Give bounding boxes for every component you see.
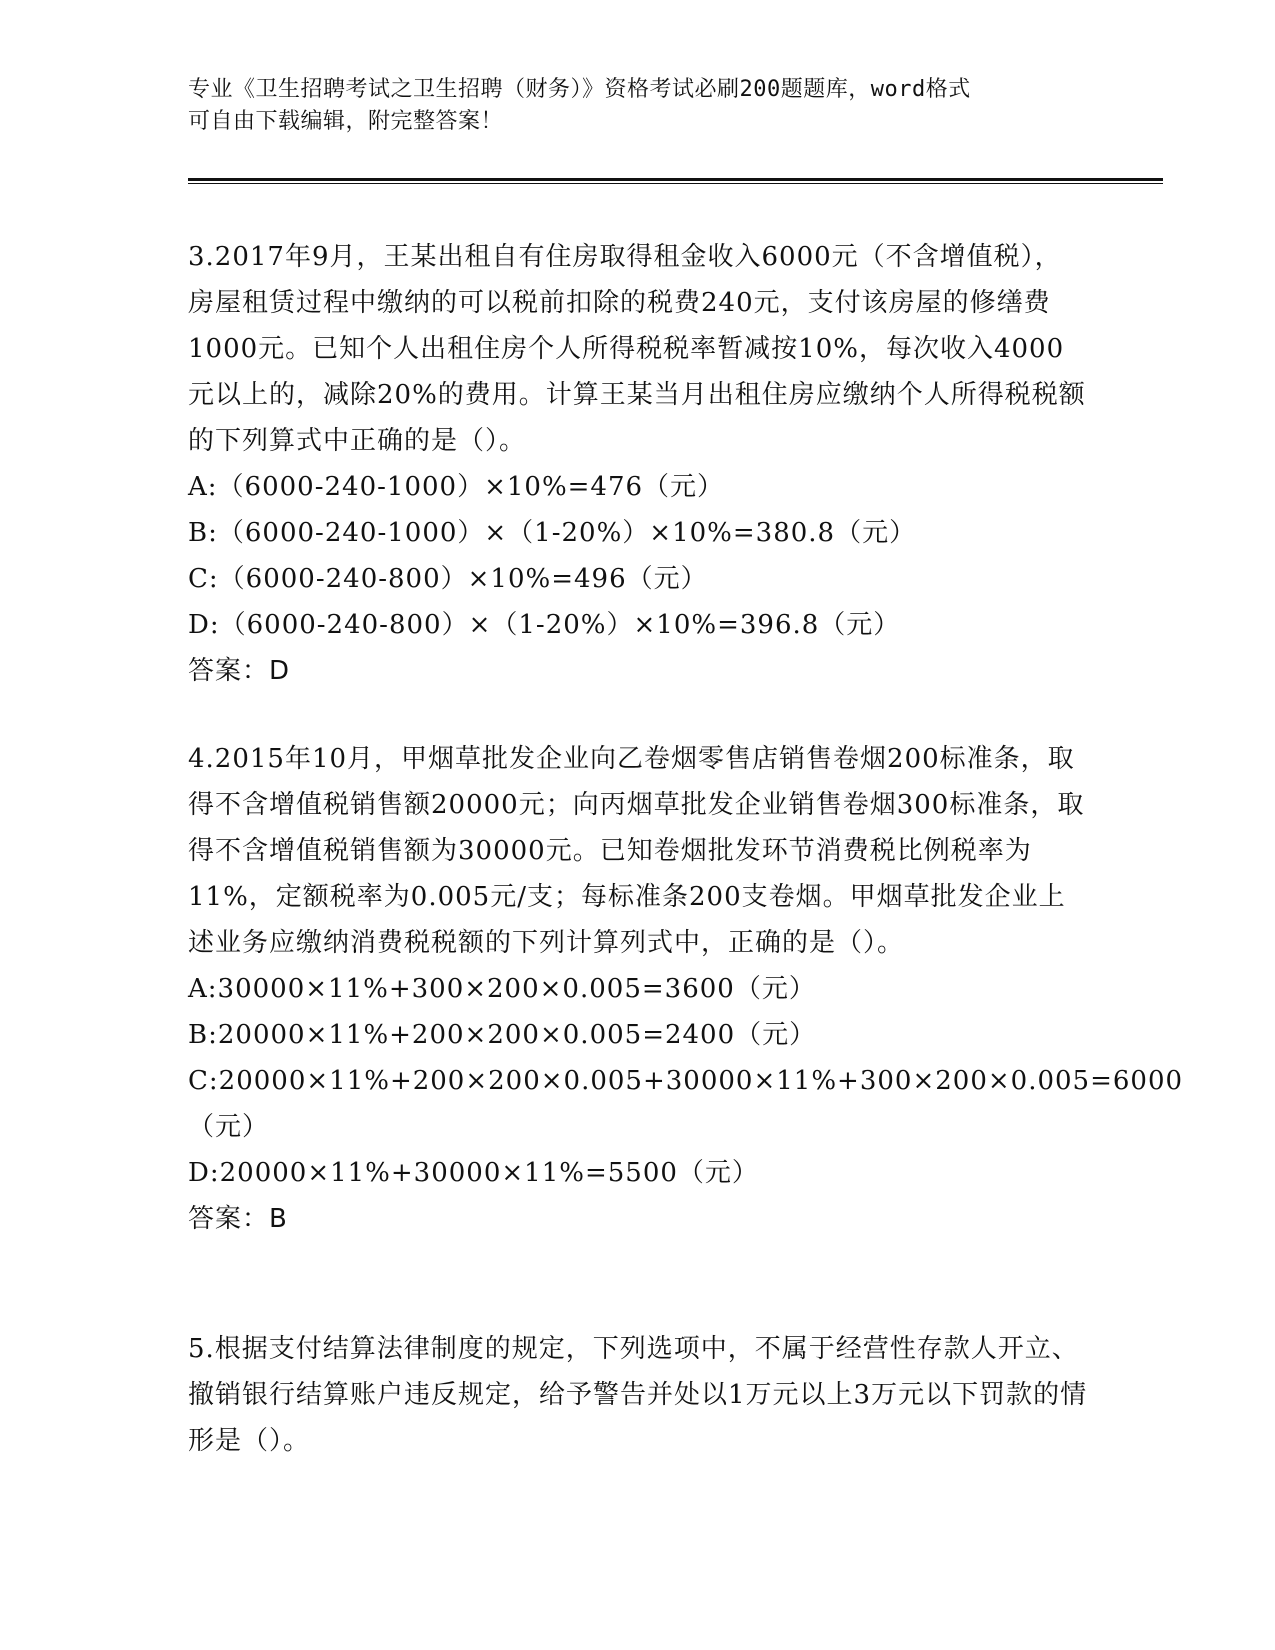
option-c: C:20000×11%+200×200×0.005+30000×11%+300×200×0.005=6000（元） xyxy=(188,1066,1184,1142)
answer: 答案：D xyxy=(188,656,291,686)
header-title-line-2: 可自由下载编辑，附完整答案！ xyxy=(188,109,504,134)
question-stem: 4.2015年10月，甲烟草批发企业向乙卷烟零售店销售卷烟200标准条，取得不含增值税销售额20000元；向丙烟草批发企业销售卷烟300标准条，取得不含增值税销售额为30000元。已知卷烟批发环节消费税比例税率为11%，定额税率为0.005元/支；每标准条200支卷烟。甲烟草批发企业上述业务应缴纳消费税税额的下列计算列式中，正确的是（）。 xyxy=(188,744,1085,958)
option-d: D:（6000-240-800）×（1-20%）×10%=396.8（元） xyxy=(188,610,901,640)
question-5 xyxy=(188,1326,1088,1464)
header-title-line-1: 专业《卫生招聘考试之卫生招聘（财务）》资格考试必刷200题题库，word格式 xyxy=(188,77,971,102)
question-4 xyxy=(188,736,1184,1242)
option-b: B:（6000-240-1000）×（1-20%）×10%=380.8（元） xyxy=(188,518,917,548)
option-a: A:（6000-240-1000）×10%=476（元） xyxy=(188,472,725,502)
header-divider xyxy=(188,178,1163,184)
option-d: D:20000×11%+30000×11%=5500（元） xyxy=(188,1158,759,1188)
option-b: B:20000×11%+200×200×0.005=2400（元） xyxy=(188,1020,817,1050)
option-c: C:（6000-240-800）×10%=496（元） xyxy=(188,564,708,594)
question-3 xyxy=(188,234,1088,694)
answer: 答案：B xyxy=(188,1204,288,1234)
document-header xyxy=(188,74,1068,138)
option-a: A:30000×11%+300×200×0.005=3600（元） xyxy=(188,974,816,1004)
question-stem: 3.2017年9月，王某出租自有住房取得租金收入6000元（不含增值税），房屋租赁过程中缴纳的可以税前扣除的税费240元，支付该房屋的修缮费1000元。已知个人出租住房个人所得税税率暂减按10%，每次收入4000元以上的，减除20%的费用。计算王某当月出租住房应缴纳个人所得税税额的下列算式中正确的是（）。 xyxy=(188,242,1086,456)
question-stem: 5.根据支付结算法律制度的规定，下列选项中，不属于经营性存款人开立、撤销银行结算账户违反规定，给予警告并处以1万元以上3万元以下罚款的情形是（）。 xyxy=(188,1334,1088,1456)
